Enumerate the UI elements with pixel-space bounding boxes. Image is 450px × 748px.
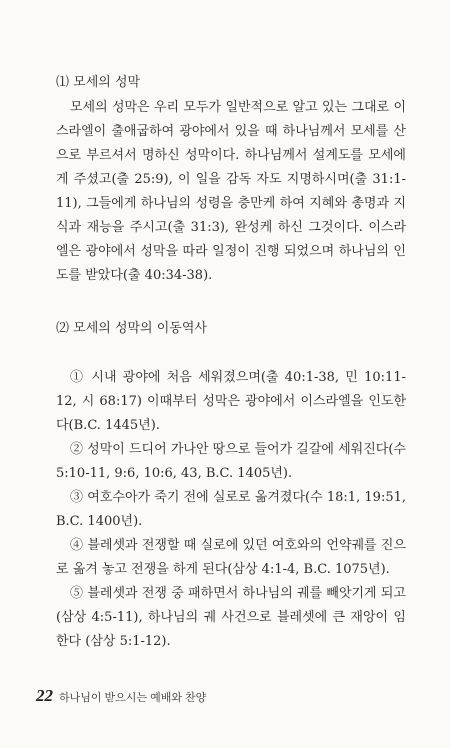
section-gap xyxy=(56,288,406,318)
section-heading-tabernacle-history: ⑵ 모세의 성막의 이동역사 xyxy=(56,321,207,336)
running-title: 하나님이 받으시는 예배와 찬양 xyxy=(59,692,207,704)
section-gap xyxy=(56,342,406,366)
section-paragraph-moses-tabernacle: 모세의 성막은 우리 모두가 일반적으로 알고 있는 그대로 이스라엘이 출애굽하여 광야에서 있을 때 하나님께서 모세를 산으로 부르셔서 명하신 성막이다. 하나님께서 설계도를 모세에게 주셨고(출 25:9), 이 일을 감독 자도 지명하시며(출 31:1-11), 그들에게 하나님의 성령을 충만케 하여 지혜와 총명과 지식과 재능을 주시고(출 31:3), 완성케 하신 그것이다. 이스라엘은 광야에서 성막을 따라 일정이 진행 되었으며 하나님의 인도를 받았다(출 40:34-38). xyxy=(56,100,406,283)
page-content xyxy=(56,72,406,654)
list-item: ② 성막이 드디어 가나안 땅으로 들어가 길갈에 세워진다(수 5:10-11, 9:6, 10:6, 43, B.C. 1405년). xyxy=(56,442,406,481)
list-item: ④ 블레셋과 전쟁할 때 실로에 있던 여호와의 언약궤를 진으로 옮겨 놓고 전쟁을 하게 된다(삼상 4:1-4, B.C. 1075년). xyxy=(56,538,406,577)
list-item: ③ 여호수아가 죽기 전에 실로로 옮겨졌다(수 18:1, 19:51, B.C. 1400년). xyxy=(56,490,406,529)
list-item: ① 시내 광야에 처음 세워졌으며(출 40:1-38, 민 10:11-12, 시 68:17) 이때부터 성막은 광야에서 이스라엘을 인도한다(B.C. 1445년). xyxy=(56,370,406,433)
section-heading-moses-tabernacle: ⑴ 모세의 성막 xyxy=(56,75,141,90)
page-number: 22 xyxy=(36,686,53,705)
page-footer xyxy=(36,686,206,706)
list-item: ⑤ 블레셋과 전쟁 중 패하면서 하나님의 궤를 빼앗기게 되고 (삼상 4:5-11), 하나님의 궤 사건으로 블레셋에 큰 재앙이 임한다 (삼상 5:1-12). xyxy=(56,586,406,649)
